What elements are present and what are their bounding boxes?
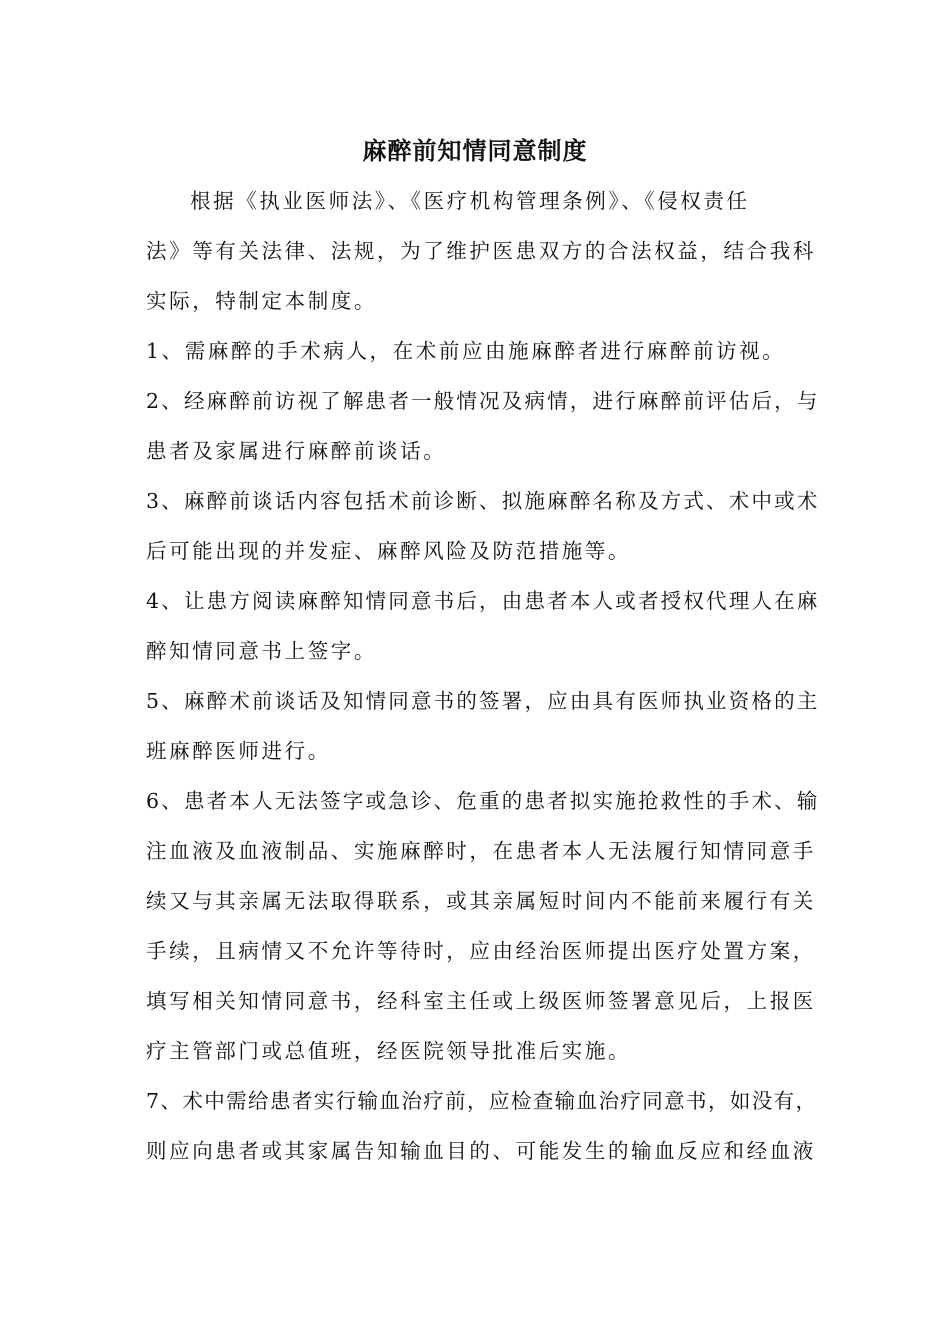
paragraph-line: 5、麻醉术前谈话及知情同意书的签署，应由具有医师执业资格的主 bbox=[146, 689, 820, 713]
paragraph-line: 法》等有关法律、法规，为了维护医患双方的合法权益，结合我科 bbox=[146, 239, 816, 263]
paragraph-line: 续又与其亲属无法取得联系，或其亲属短时间内不能前来履行有关 bbox=[146, 889, 816, 913]
paragraph-line: 7、术中需给患者实行输血治疗前，应检查输血治疗同意书，如没有， bbox=[146, 1089, 818, 1113]
paragraph-line: 手续，且病情又不允许等待时，应由经治医师提出医疗处置方案， bbox=[146, 939, 816, 963]
paragraph-line: 醉知情同意书上签字。 bbox=[146, 639, 377, 663]
paragraph-line: 患者及家属进行麻醉前谈话。 bbox=[146, 439, 447, 463]
paragraph-line: 疗主管部门或总值班，经医院领导批准后实施。 bbox=[146, 1039, 632, 1063]
paragraph-line: 填写相关知情同意书，经科室主任或上级医师签署意见后，上报医 bbox=[146, 989, 816, 1013]
paragraph-line: 4、让患方阅读麻醉知情同意书后，由患者本人或者授权代理人在麻 bbox=[146, 589, 820, 613]
paragraph-line: 后可能出现的并发症、麻醉风险及防范措施等。 bbox=[146, 539, 632, 563]
paragraph-line: 注血液及血液制品、实施麻醉时，在患者本人无法履行知情同意手 bbox=[146, 839, 816, 863]
paragraph-line: 班麻醉医师进行。 bbox=[146, 739, 331, 763]
paragraph-line: 3、麻醉前谈话内容包括术前诊断、拟施麻醉名称及方式、术中或术 bbox=[146, 489, 820, 513]
document-title: 麻醉前知情同意制度 bbox=[362, 137, 588, 165]
paragraph-line: 根据《执业医师法》、《医疗机构管理条例》、《侵权责任 bbox=[190, 189, 750, 213]
paragraph-line: 6、患者本人无法签字或急诊、危重的患者拟实施抢救性的手术、输 bbox=[146, 789, 820, 813]
paragraph-line: 实际，特制定本制度。 bbox=[146, 289, 377, 313]
paragraph-line: 2、经麻醉前访视了解患者一般情况及病情，进行麻醉前评估后，与 bbox=[146, 389, 820, 413]
paragraph-line: 1、需麻醉的手术病人，在术前应由施麻醉者进行麻醉前访视。 bbox=[146, 339, 786, 363]
paragraph-line: 则应向患者或其家属告知输血目的、可能发生的输血反应和经血液 bbox=[146, 1139, 816, 1163]
